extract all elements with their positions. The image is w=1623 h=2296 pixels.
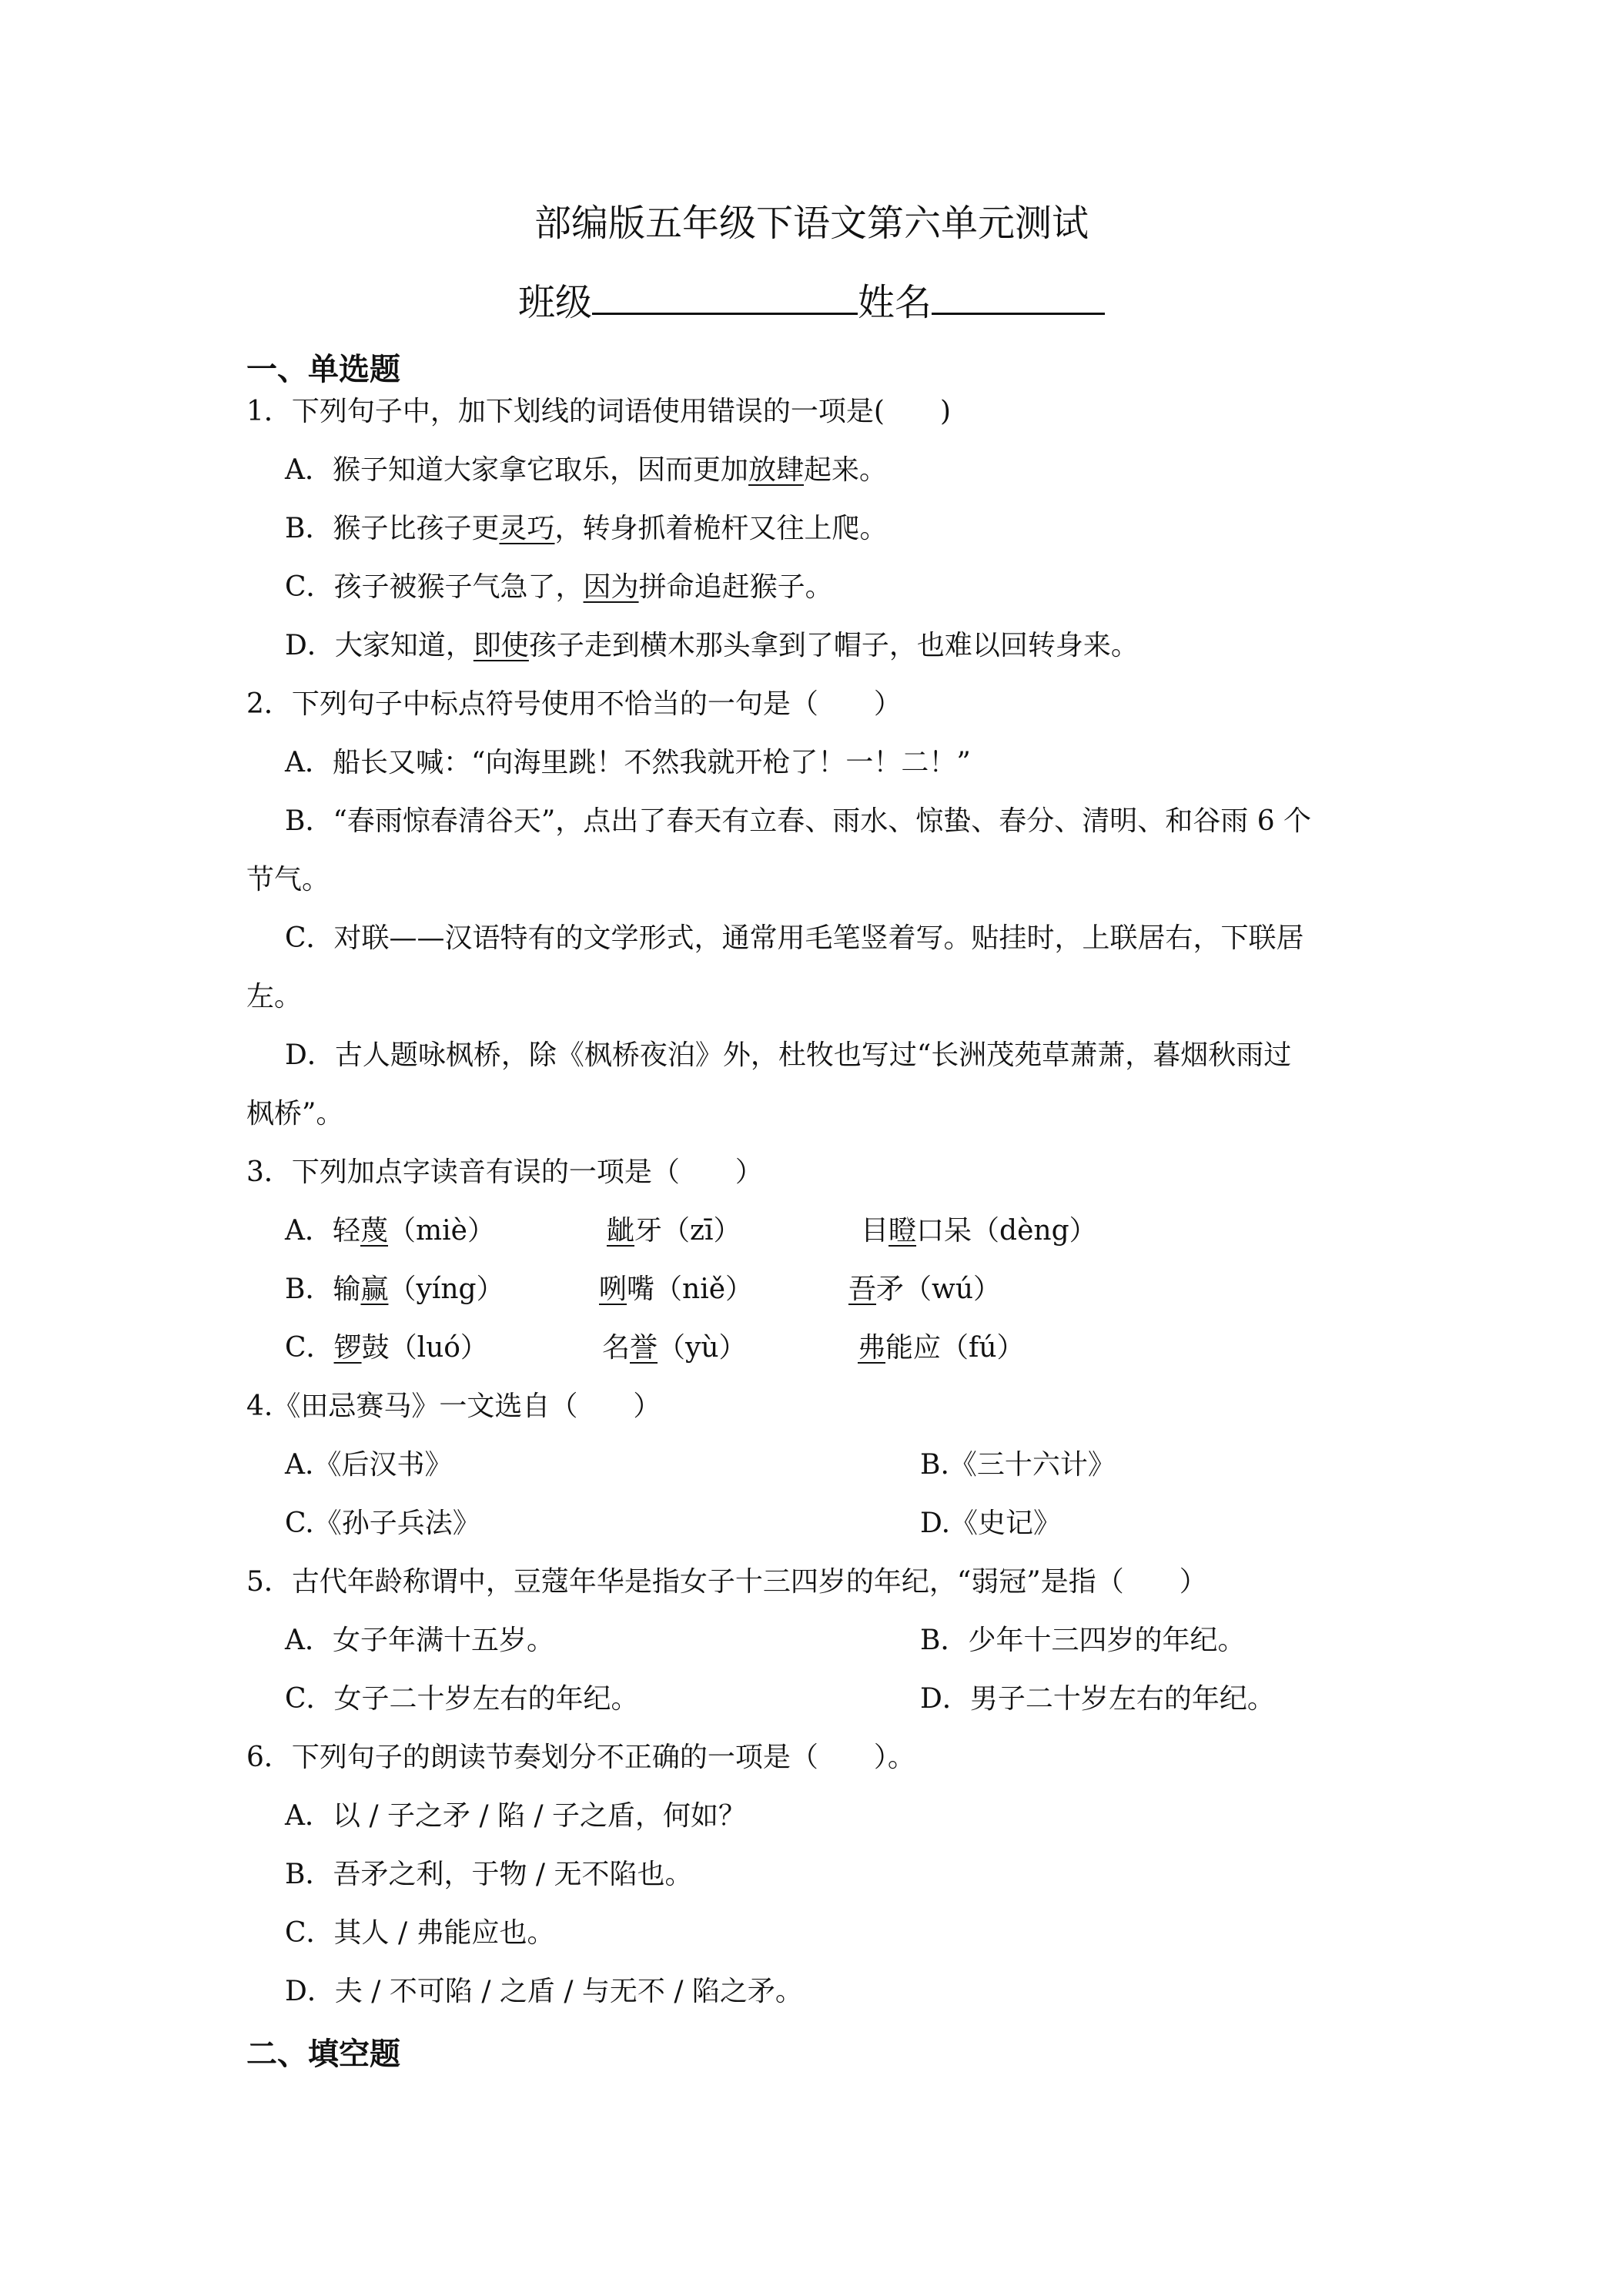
question-6-option-c[interactable]: C．其人 / 弗能应也。 bbox=[285, 1917, 555, 1949]
question-5-option-a[interactable]: A．女子年满十五岁。 bbox=[285, 1625, 554, 1656]
option-a-item-2 bbox=[607, 1212, 741, 1250]
question-6-option-b[interactable]: B．吾矛之利，于物 / 无不陷也。 bbox=[285, 1859, 693, 1890]
item-text: 目 bbox=[861, 1215, 889, 1247]
item-text: C． bbox=[285, 1332, 334, 1364]
item-text: 名 bbox=[602, 1332, 631, 1364]
section-heading-single-choice: 一、单选题 bbox=[246, 352, 400, 387]
question-4-option-c[interactable]: C.《孙子兵法》 bbox=[285, 1508, 480, 1539]
dotted-char: 吾 bbox=[848, 1274, 877, 1305]
item-text: （miè） bbox=[388, 1215, 495, 1247]
question-2-option-c[interactable]: C．对联——汉语特有的文学形式，通常用毛笔竖着写。贴挂时，上联居右，下联居 bbox=[285, 922, 1304, 954]
option-b-item-2 bbox=[599, 1270, 753, 1309]
question-5-option-b[interactable]: B．少年十三四岁的年纪。 bbox=[920, 1625, 1246, 1656]
section-heading-fill-blank: 二、填空题 bbox=[246, 2037, 400, 2072]
item-text: 鼓（luó） bbox=[361, 1332, 488, 1364]
dotted-char: 锣 bbox=[333, 1332, 362, 1364]
dotted-char: 龇 bbox=[607, 1215, 635, 1247]
item-text: 能应（fú） bbox=[885, 1332, 1025, 1364]
item-text: （yíng） bbox=[388, 1274, 504, 1305]
option-c-item-2 bbox=[602, 1329, 747, 1367]
question-2-option-b-continued: 节气。 bbox=[246, 864, 330, 895]
underlined-word: 放肆 bbox=[748, 454, 805, 486]
item-text: 矛（wú） bbox=[876, 1274, 1002, 1305]
item-text: 牙（zī） bbox=[634, 1215, 741, 1247]
question-2-option-a[interactable]: A．船长又喊：“向海里跳！不然我就开枪了！一！二！” bbox=[285, 747, 971, 778]
option-text: D．大家知道， bbox=[285, 630, 474, 661]
question-2-option-d[interactable]: D．古人题咏枫桥，除《枫桥夜泊》外，杜牧也写过“长洲茂苑草萧萧，暮烟秋雨过 bbox=[285, 1039, 1292, 1071]
question-3-stem: 3．下列加点字读音有误的一项是（ ） bbox=[246, 1156, 763, 1188]
option-c-item-1 bbox=[285, 1329, 488, 1367]
item-text: B．输 bbox=[285, 1274, 361, 1305]
dotted-char: 蔑 bbox=[360, 1215, 389, 1247]
item-text: 口呆（dèng） bbox=[916, 1215, 1097, 1247]
question-2-option-d-continued: 枫桥”。 bbox=[246, 1098, 344, 1130]
option-text: 孩子走到横木那头拿到了帽子，也难以回转身来。 bbox=[528, 630, 1139, 661]
item-text: （yù） bbox=[658, 1332, 747, 1364]
name-label: 姓名 bbox=[858, 281, 932, 324]
question-5-option-d[interactable]: D．男子二十岁左右的年纪。 bbox=[920, 1683, 1275, 1715]
question-5-option-c[interactable]: C．女子二十岁左右的年纪。 bbox=[285, 1683, 639, 1715]
option-text: ，转身抓着桅杆又往上爬。 bbox=[554, 513, 888, 544]
option-text: 起来。 bbox=[804, 454, 888, 486]
page-title: 部编版五年级下语文第六单元测试 bbox=[534, 202, 1089, 245]
question-1-stem: 1．下列句子中，加下划线的词语使用错误的一项是( ) bbox=[246, 396, 951, 427]
question-2-stem: 2．下列句子中标点符号使用不恰当的一句是（ ） bbox=[246, 688, 902, 720]
question-1-option-a[interactable] bbox=[285, 451, 887, 490]
option-text: 拼命追赶猴子。 bbox=[638, 571, 833, 603]
name-blank[interactable] bbox=[932, 274, 1105, 315]
option-a-item-1 bbox=[285, 1212, 495, 1250]
item-text: 嘴（niě） bbox=[627, 1274, 754, 1305]
item-text: A．轻 bbox=[285, 1215, 360, 1247]
question-5-stem: 5．古代年龄称谓中，豆蔻年华是指女子十三四岁的年纪，“弱冠”是指（ ） bbox=[246, 1566, 1207, 1598]
dotted-char: 瞪 bbox=[888, 1215, 917, 1247]
question-6-option-a[interactable]: A．以 / 子之矛 / 陷 / 子之盾，何如？ bbox=[285, 1800, 747, 1832]
class-name-line bbox=[0, 274, 1623, 327]
option-b-item-3 bbox=[848, 1270, 1001, 1309]
question-4-option-b[interactable]: B.《三十六计》 bbox=[920, 1449, 1116, 1481]
class-blank[interactable] bbox=[592, 274, 858, 315]
question-1-option-c[interactable] bbox=[285, 568, 833, 607]
option-b-item-1 bbox=[285, 1270, 504, 1309]
underlined-word: 灵巧 bbox=[499, 513, 555, 544]
question-2-option-c-continued: 左。 bbox=[246, 981, 303, 1012]
option-text: B．猴子比孩子更 bbox=[285, 513, 500, 544]
question-6-stem: 6．下列句子的朗读节奏划分不正确的一项是（ ）。 bbox=[246, 1742, 915, 1773]
class-label: 班级 bbox=[517, 281, 592, 324]
question-1-option-b[interactable] bbox=[285, 510, 888, 548]
question-2-option-b[interactable]: B．“春雨惊春清谷天”，点出了春天有立春、雨水、惊蛰、春分、清明、和谷雨 6 个 bbox=[285, 805, 1312, 837]
option-text: A．猴子知道大家拿它取乐，因而更加 bbox=[285, 454, 748, 486]
dotted-char: 弗 bbox=[858, 1332, 886, 1364]
option-c-item-3 bbox=[858, 1329, 1025, 1367]
question-6-option-d[interactable]: D．夫 / 不可陷 / 之盾 / 与无不 / 陷之矛。 bbox=[285, 1976, 803, 2007]
question-4-option-a[interactable]: A.《后汉书》 bbox=[285, 1449, 453, 1481]
underlined-word: 因为 bbox=[583, 571, 639, 603]
question-4-stem: 4.《田忌赛马》一文选自（ ） bbox=[246, 1391, 661, 1422]
underlined-word: 即使 bbox=[473, 630, 529, 661]
dotted-char: 誉 bbox=[630, 1332, 658, 1364]
dotted-char: 咧 bbox=[599, 1274, 627, 1305]
question-4-option-d[interactable]: D.《史记》 bbox=[920, 1508, 1062, 1539]
dotted-char: 赢 bbox=[360, 1274, 389, 1305]
option-a-item-3 bbox=[861, 1212, 1097, 1250]
question-1-option-d[interactable] bbox=[285, 627, 1139, 665]
option-text: C．孩子被猴子气急了， bbox=[285, 571, 584, 603]
